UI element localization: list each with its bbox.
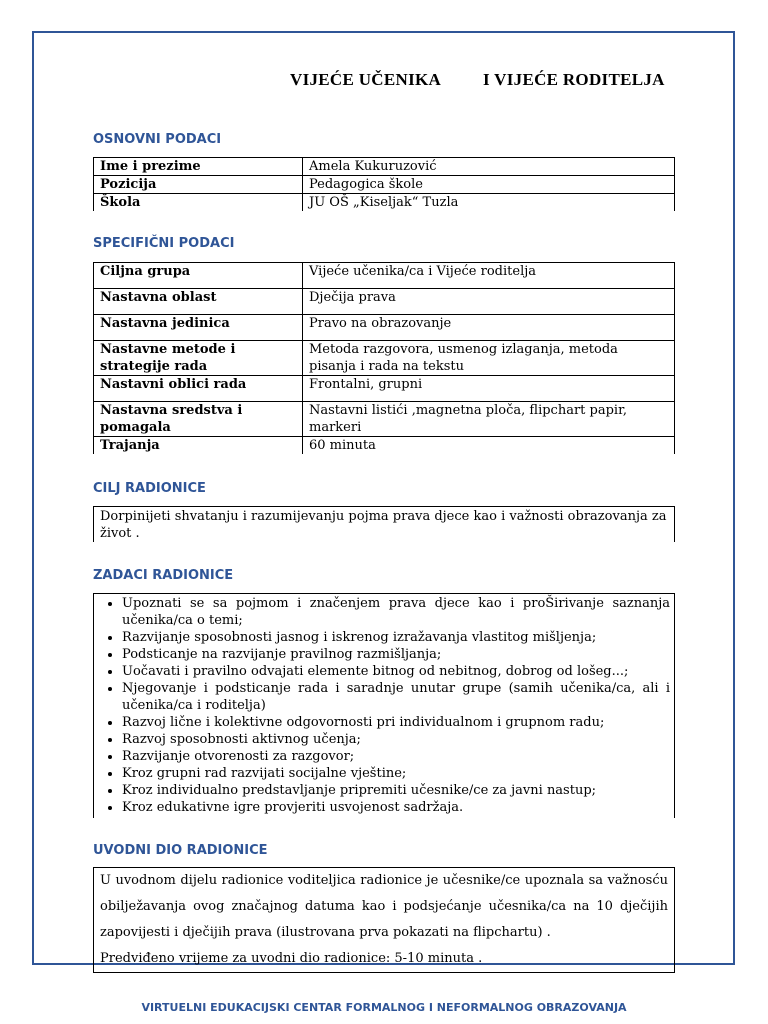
row-key: Trajanja: [94, 437, 303, 455]
section-heading-cilj: CILJ RADIONICE: [93, 481, 206, 496]
row-key: Nastavna sredstva i pomagala: [94, 402, 303, 437]
row-key: Nastavne metode i strategije rada: [94, 341, 303, 376]
row-key: Škola: [94, 194, 303, 212]
list-item: • Razvijanje sposobnosti jasnog i iskrenog izražavanja vlastitog mišljenja;: [122, 629, 670, 646]
list-item: • Podsticanje na razvijanje pravilnog razmišljanja;: [122, 646, 670, 663]
row-value: Vijeće učenika/ca i Vijeće roditelja: [303, 263, 675, 289]
uvodni-box: [93, 867, 675, 973]
page-footer: VIRTUELNI EDUKACIJSKI CENTAR FORMALNOG I NEFORMALNOG OBRAZOVANJA: [141, 1001, 627, 1014]
row-value: Nastavni listići ,magnetna ploča, flipchart papir, markeri: [303, 402, 675, 437]
row-key: Ime i prezime: [94, 158, 303, 176]
row-key: Nastavni oblici rada: [94, 376, 303, 402]
row-value: JU OŠ „Kiseljak“ Tuzla: [303, 194, 675, 212]
uvodni-paragraph: U uvodnom dijelu radionice voditeljica radionice je učesnike/ce upoznala sa važnosću obilježavanja ovog značajnog datuma kao i podsjećanje učesnika/ca na 10 dječijih zapovijesti i dječijih prava (ilustrovana prva pokazati na flipchartu) .: [100, 873, 668, 940]
row-key: Ciljna grupa: [94, 263, 303, 289]
cilj-text: Dorpinijeti shvatanju i razumijevanju pojma prava djece kao i važnosti obrazovanja za život .: [100, 509, 667, 541]
row-value: Amela Kukuruzović: [303, 158, 675, 176]
list-item: • Kroz edukativne igre provjeriti usvojenost sadržaja.: [122, 799, 670, 816]
row-value: Frontalni, grupni: [303, 376, 675, 402]
section-heading-uvodni: UVODNI DIO RADIONICE: [93, 843, 268, 858]
list-item: • Razvijanje otvorenosti za razgovor;: [122, 748, 670, 765]
section-heading-zadaci: ZADACI RADIONICE: [93, 568, 234, 583]
section-heading-specificni: SPECIFIČNI PODACI: [93, 236, 235, 251]
row-key: Nastavna oblast: [94, 289, 303, 315]
table-row: [94, 315, 675, 341]
list-item: • Razvoj sposobnosti aktivnog učenja;: [122, 731, 670, 748]
osnovni-table: [93, 157, 675, 211]
row-value: Metoda razgovora, usmenog izlaganja, metoda pisanja i rada na tekstu: [303, 341, 675, 376]
table-row: [94, 376, 675, 402]
title-left: VIJEĆE UČENIKA: [290, 70, 442, 89]
table-row: [94, 341, 675, 376]
row-value: Pravo na obrazovanje: [303, 315, 675, 341]
table-row: [94, 158, 675, 176]
specificni-table: [93, 262, 675, 454]
table-row: [94, 289, 675, 315]
zadaci-box: [93, 593, 675, 818]
zadaci-list: [94, 595, 674, 816]
table-row: [94, 402, 675, 437]
row-key: Pozicija: [94, 176, 303, 194]
table-row: [94, 437, 675, 455]
row-key: Nastavna jedinica: [94, 315, 303, 341]
row-value: Pedagogica škole: [303, 176, 675, 194]
table-row: [94, 263, 675, 289]
list-item: • Kroz individualno predstavljanje pripremiti učesnike/ce za javni nastup;: [122, 782, 670, 799]
section-heading-osnovni: OSNOVNI PODACI: [93, 132, 222, 147]
cilj-box: [93, 506, 675, 542]
uvodni-time-note: Predviđeno vrijeme za uvodni dio radionice: 5-10 minuta .: [100, 951, 483, 966]
list-item: • Njegovanje i podsticanje rada i saradnje unutar grupe (samih učenika/ca, ali i učenika/ca i roditelja): [122, 680, 670, 714]
row-value: 60 minuta: [303, 437, 675, 455]
table-row: [94, 194, 675, 212]
list-item: • Kroz grupni rad razvijati socijalne vještine;: [122, 765, 670, 782]
list-item: • Uočavati i pravilno odvajati elemente bitnog od nebitnog, dobrog od lošeg...;: [122, 663, 670, 680]
list-item: • Upoznati se sa pojmom i značenjem prava djece kao i proŠirivanje saznanja učenika/ca o temi;: [122, 595, 670, 629]
table-row: [94, 176, 675, 194]
list-item: • Razvoj lične i kolektivne odgovornosti pri individualnom i grupnom radu;: [122, 714, 670, 731]
title-right: I VIJEĆE RODITELJA: [483, 70, 665, 89]
row-value: Dječija prava: [303, 289, 675, 315]
